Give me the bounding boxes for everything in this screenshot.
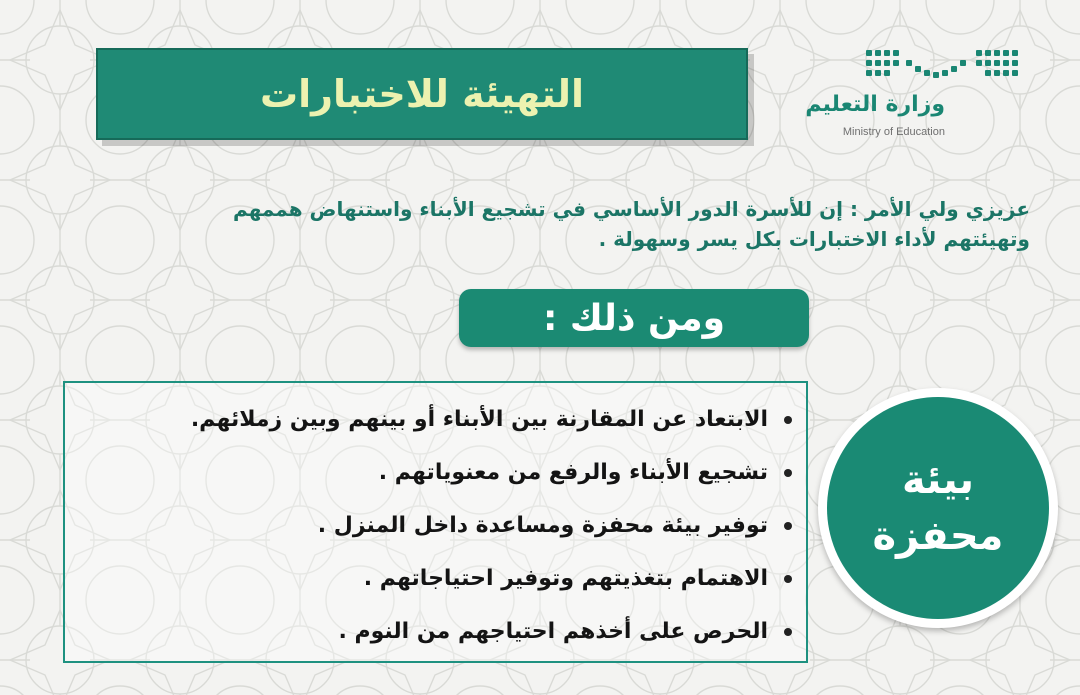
ministry-name-arabic: وزارة التعليم bbox=[805, 92, 945, 117]
list-item-text: تشجيع الأبناء والرفع من معنوياتهم . bbox=[378, 460, 768, 485]
tips-list bbox=[92, 393, 792, 658]
bullet-icon bbox=[784, 522, 792, 530]
subheading-banner bbox=[459, 289, 809, 347]
badge-line-1: بيئة bbox=[902, 457, 974, 503]
ministry-name-english: Ministry of Education bbox=[842, 126, 945, 138]
list-item bbox=[92, 499, 792, 552]
tips-list-box bbox=[63, 381, 808, 663]
bullet-icon bbox=[784, 416, 792, 424]
intro-line-2: وتهيئتهم لأداء الاختبارات بكل يسر وسهولة . bbox=[598, 227, 1030, 251]
list-item-text: الاهتمام بتغذيتهم وتوفير احتياجاتهم . bbox=[363, 566, 768, 591]
subheading-text: ومن ذلك : bbox=[542, 297, 726, 339]
list-item bbox=[92, 605, 792, 658]
title-banner bbox=[96, 48, 748, 140]
list-item-text: الابتعاد عن المقارنة بين الأبناء أو بينهم وبين زملائهم. bbox=[190, 407, 768, 432]
environment-badge-inner bbox=[827, 397, 1049, 619]
environment-badge bbox=[818, 388, 1058, 628]
ministry-logo-icon bbox=[866, 48, 1018, 84]
list-item-text: الحرص على أخذهم احتياجهم من النوم . bbox=[338, 619, 768, 644]
intro-line-1: عزيزي ولي الأمر : إن للأسرة الدور الأساسي في تشجيع الأبناء واستنهاض هممهم bbox=[233, 197, 1030, 221]
intro-paragraph bbox=[60, 194, 1030, 254]
list-item bbox=[92, 393, 792, 446]
ministry-logo bbox=[780, 44, 1040, 154]
badge-line-2: محفزة bbox=[872, 513, 1004, 559]
bullet-icon bbox=[784, 469, 792, 477]
list-item-text: توفير بيئة محفزة ومساعدة داخل المنزل . bbox=[317, 513, 768, 538]
bullet-icon bbox=[784, 575, 792, 583]
bullet-icon bbox=[784, 628, 792, 636]
list-item bbox=[92, 552, 792, 605]
list-item bbox=[92, 446, 792, 499]
page-title: التهيئة للاختبارات bbox=[259, 72, 585, 116]
